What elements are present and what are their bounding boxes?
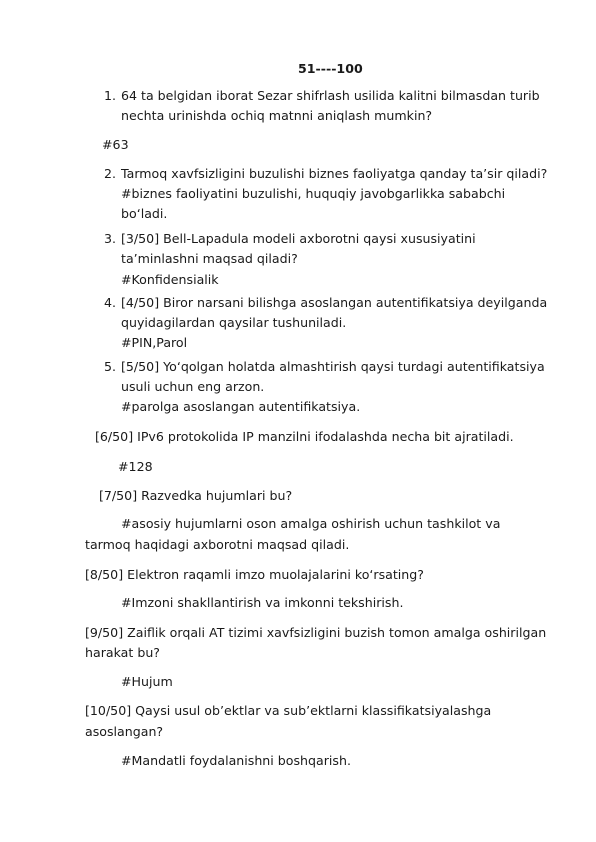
question-2-line-1: Tarmoq xavfsizligini buzulishi biznes faoliyatga qanday ta’sir qiladi? [121, 166, 548, 181]
question-10-line-2: asoslangan? [85, 724, 164, 739]
question-2-answer-line-2: bo‘ladi. [121, 206, 168, 221]
question-3-line-2: ta’minlashni maqsad qiladi? [121, 251, 298, 266]
question-10-answer: #Mandatli foydalanishni boshqarish. [121, 753, 351, 768]
question-5-answer: #parolga asoslangan autentifikatsiya. [121, 399, 361, 414]
question-4-line-1: [4/50] Biror narsani bilishga asoslangan autentifikatsiya deyilganda [121, 295, 548, 310]
question-5-number: 5. [103, 359, 116, 374]
question-1-number: 1. [103, 88, 116, 103]
question-2-number: 2. [103, 166, 116, 181]
question-9-line-2: harakat bu? [85, 645, 160, 660]
question-8-answer: #Imzoni shakllantirish va imkonni tekshirish. [121, 595, 404, 610]
question-1-line-1: 64 ta belgidan iborat Sezar shifrlash usilida kalitni bilmasdan turib [121, 88, 540, 103]
question-7-line-1: [7/50] Razvedka hujumlari bu? [99, 488, 293, 503]
question-3-answer: #Konfidensialik [121, 272, 219, 287]
question-5-line-2: usuli uchun eng arzon. [121, 379, 265, 394]
question-4-line-2: quyidagilardan qaysilar tushuniladi. [121, 315, 347, 330]
question-2-answer-line-1: #biznes faoliyatini buzulishi, huquqiy javobgarlikka sababchi [121, 186, 506, 201]
question-9-line-1: [9/50] Zaiflik orqali AT tizimi xavfsizligini buzish tomon amalga oshirilgan [85, 625, 547, 640]
question-7-answer-line-1: #asosiy hujumlarni oson amalga oshirish uchun tashkilot va [121, 516, 501, 531]
question-1-line-2: nechta urinishda ochiq matnni aniqlash mumkin? [121, 108, 433, 123]
question-7-answer-line-2: tarmoq haqidagi axborotni maqsad qiladi. [85, 537, 350, 552]
question-6-line-1: [6/50] IPv6 protokolida IP manzilni ifodalashda necha bit ajratiladi. [95, 429, 514, 444]
question-1-answer: #63 [102, 137, 129, 152]
question-4-number: 4. [103, 295, 116, 310]
question-3-number: 3. [103, 231, 116, 246]
question-9-answer: #Hujum [121, 674, 173, 689]
question-3-line-1: [3/50] Bell-Lapadula modeli axborotni qaysi xususiyatini [121, 231, 476, 246]
question-4-answer: #PIN,Parol [121, 335, 188, 350]
question-5-line-1: [5/50] Yo‘qolgan holatda almashtirish qaysi turdagi autentifikatsiya [121, 359, 545, 374]
page-title: 51----100 [298, 61, 363, 76]
question-10-line-1: [10/50] Qaysi usul ob’ektlar va sub’ektlarni klassifikatsiyalashga [85, 703, 492, 718]
question-8-line-1: [8/50] Elektron raqamli imzo muolajalarini ko‘rsating? [85, 567, 424, 582]
question-6-answer: #128 [118, 459, 153, 474]
